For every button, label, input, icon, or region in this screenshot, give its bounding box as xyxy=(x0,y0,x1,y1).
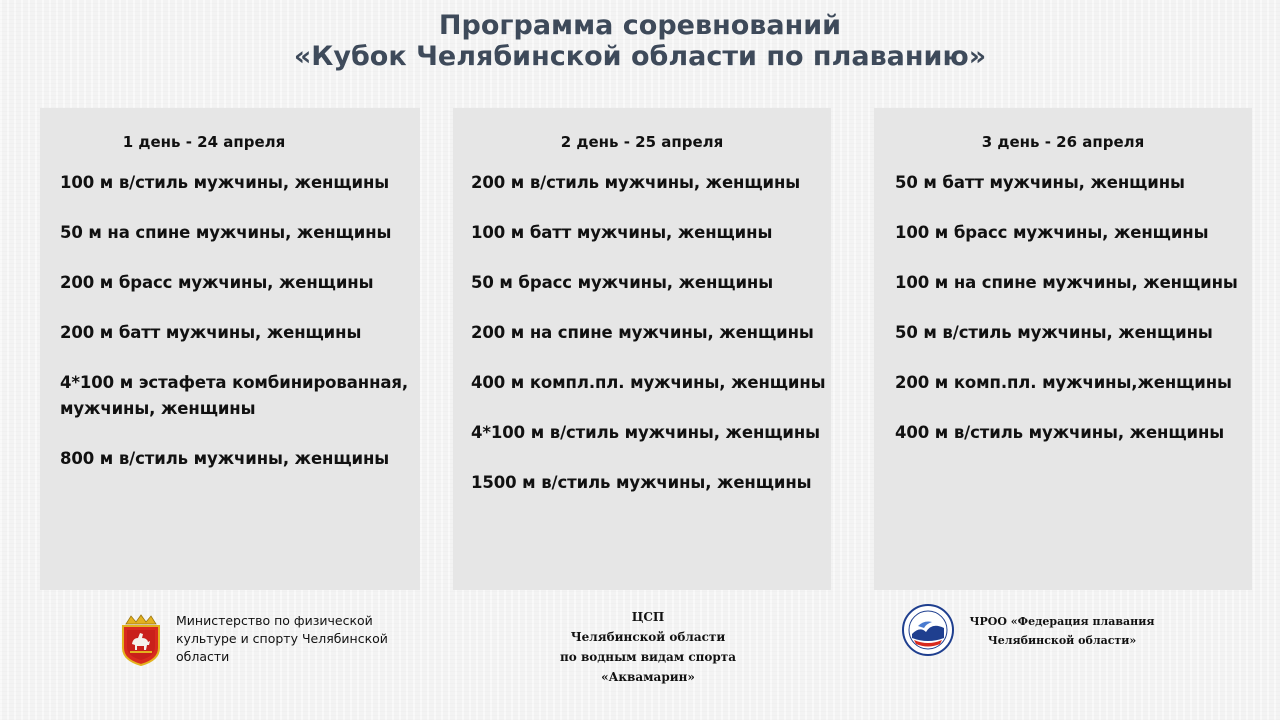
event-item: 200 м комп.пл. мужчины,женщины xyxy=(895,373,1232,392)
day-2-panel xyxy=(453,108,831,590)
day-3-events xyxy=(895,170,1248,470)
title-line-1: Программа соревнований xyxy=(438,10,842,41)
event-item: 50 м батт мужчины, женщины xyxy=(895,173,1185,192)
csp-label: ЦСП Челябинской области по водным видам спорта «Аквамарин» xyxy=(559,610,737,684)
event-item: 100 м в/стиль мужчины, женщины xyxy=(60,173,390,192)
event-item: 800 м в/стиль мужчины, женщины xyxy=(60,449,390,468)
federation-label: ЧРОО «Федерация плавания Челябинской области» xyxy=(969,615,1155,647)
event-item: 100 м батт мужчины, женщины xyxy=(471,223,773,242)
event-item: 50 м брасс мужчины, женщины xyxy=(471,273,774,292)
day-1-events xyxy=(60,170,416,496)
event-item: 100 м брасс мужчины, женщины xyxy=(895,223,1209,242)
event-item: 50 м на спине мужчины, женщины xyxy=(60,223,392,242)
event-item: 200 м в/стиль мужчины, женщины xyxy=(471,173,801,192)
event-item: 200 м батт мужчины, женщины xyxy=(60,323,362,342)
day-3-panel xyxy=(874,108,1252,590)
event-item: 50 м в/стиль мужчины, женщины xyxy=(895,323,1213,342)
title-line-2: «Кубок Челябинской области по плаванию» xyxy=(293,41,987,72)
event-item: 400 м в/стиль мужчины, женщины xyxy=(895,423,1225,442)
event-item: 100 м на спине мужчины, женщины xyxy=(895,273,1238,292)
day-1-panel xyxy=(40,108,420,590)
event-item: 4*100 м в/стиль мужчины, женщины xyxy=(471,423,820,442)
chelyabinsk-coat-of-arms-icon xyxy=(120,614,162,666)
ministry-label: Министерство по физической культуре и спорту Челябинской области xyxy=(176,613,388,664)
day-2-header: 2 день - 25 апреля xyxy=(560,133,724,151)
day-3-header: 3 день - 26 апреля xyxy=(981,133,1145,151)
page-title xyxy=(0,10,1280,72)
event-item: 200 м брасс мужчины, женщины xyxy=(60,273,374,292)
event-item: 1500 м в/стиль мужчины, женщины xyxy=(471,473,812,492)
event-item: 400 м компл.пл. мужчины, женщины xyxy=(471,373,826,392)
day-2-events xyxy=(471,170,827,520)
swimming-federation-emblem-icon xyxy=(902,604,954,656)
event-item: 200 м на спине мужчины, женщины xyxy=(471,323,814,342)
day-1-header: 1 день - 24 апреля xyxy=(122,133,286,151)
event-item: 4*100 м эстафета комбинированная, мужчины, женщины xyxy=(60,373,409,418)
